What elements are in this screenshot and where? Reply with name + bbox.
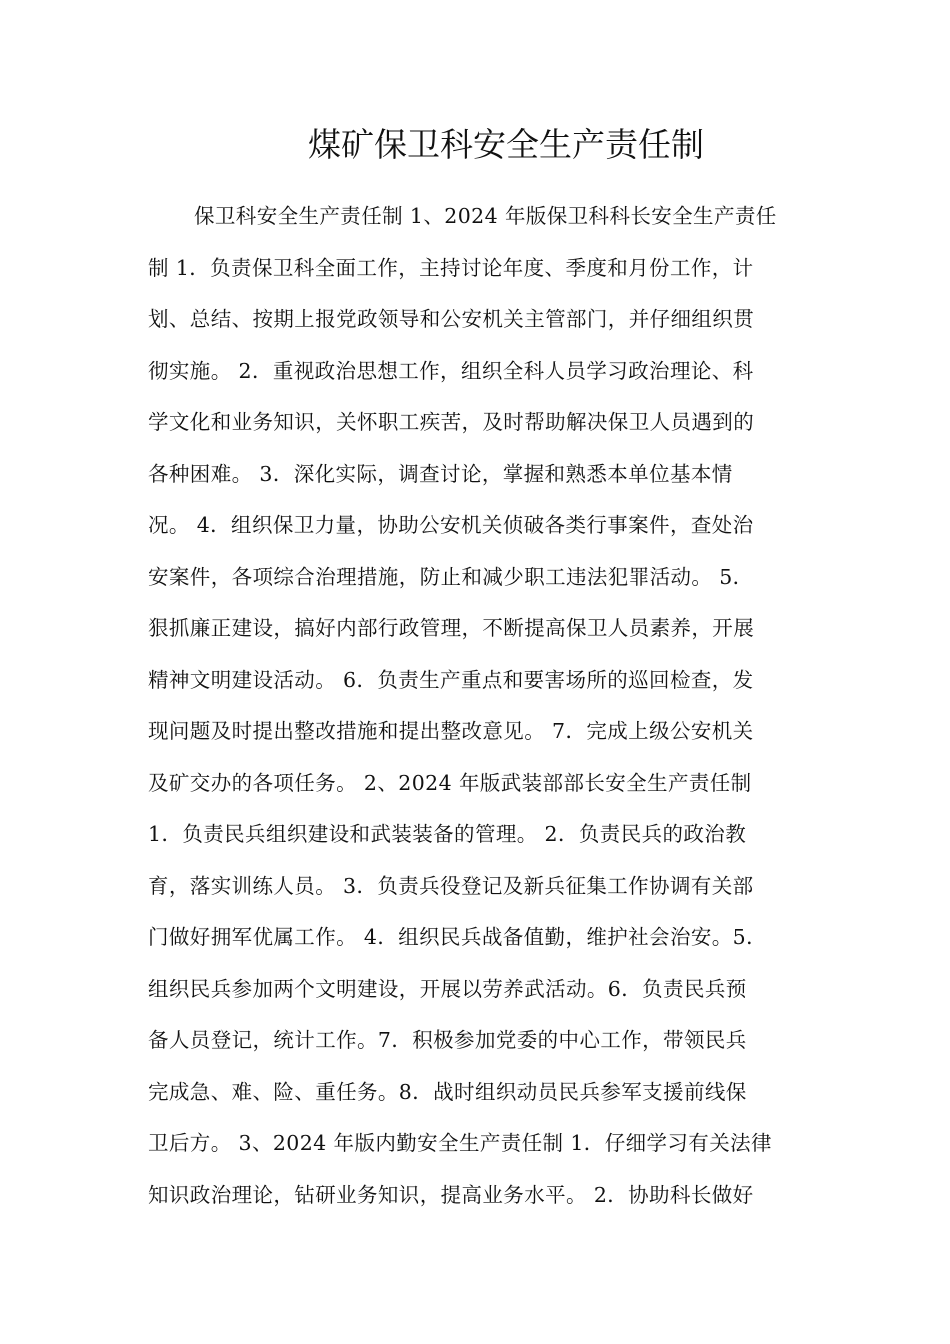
body-line: 安案件，各项综合治理措施，防止和减少职工违法犯罪活动。 5． <box>148 564 754 589</box>
body-line: 育，落实训练人员。 3．负责兵役登记及新兵征集工作协调有关部 <box>148 873 754 898</box>
body-line: 现问题及时提出整改措施和提出整改意见。 7．完成上级公安机关 <box>148 719 754 743</box>
body-line: 门做好拥军优属工作。 4．组织民兵战备值勤，维护社会治安。5． <box>148 925 767 949</box>
body-line: 精神文明建设活动。 6．负责生产重点和要害场所的巡回检查，发 <box>148 667 754 692</box>
body-line: 况。 4．组织保卫力量，协助公安机关侦破各类行事案件，查处治 <box>148 513 754 537</box>
body-line: 保卫科安全生产责任制 1、2024 年版保卫科科长安全生产责任 <box>194 204 777 228</box>
body-line: 备人员登记，统计工作。7．积极参加党委的中心工作，带领民兵 <box>148 1028 747 1052</box>
body-line: 制 1．负责保卫科全面工作，主持讨论年度、季度和月份工作，计 <box>148 255 754 280</box>
body-line: 彻实施。 2．重视政治思想工作，组织全科人员学习政治理论、科 <box>148 358 754 383</box>
body-line: 卫后方。 3、2024 年版内勤安全生产责任制 1．仔细学习有关法律 <box>148 1131 772 1155</box>
body-line: 及矿交办的各项任务。 2、2024 年版武装部部长安全生产责任制 <box>148 770 752 795</box>
document-title: 煤矿保卫科安全生产责任制 <box>308 125 704 164</box>
body-line: 组织民兵参加两个文明建设，开展以劳养武活动。6．负责民兵预 <box>148 976 747 1001</box>
body-line: 狠抓廉正建设，搞好内部行政管理，不断提高保卫人员素养，开展 <box>148 616 755 640</box>
body-line: 完成急、难、险、重任务。8．战时组织动员民兵参军支援前线保 <box>148 1079 747 1104</box>
body-line: 知识政治理论，钻研业务知识，提高业务水平。 2．协助科长做好 <box>148 1182 754 1207</box>
document-body <box>148 200 808 1230</box>
body-line: 学文化和业务知识，关怀职工疾苦，及时帮助解决保卫人员遇到的 <box>148 410 755 434</box>
body-line: 各种困难。 3．深化实际，调查讨论，掌握和熟悉本单位基本情 <box>148 461 733 486</box>
body-line: 划、总结、按期上报党政领导和公安机关主管部门，并仔细组织贯 <box>148 307 755 331</box>
body-line: 1．负责民兵组织建设和武装装备的管理。 2．负责民兵的政治教 <box>148 822 747 846</box>
